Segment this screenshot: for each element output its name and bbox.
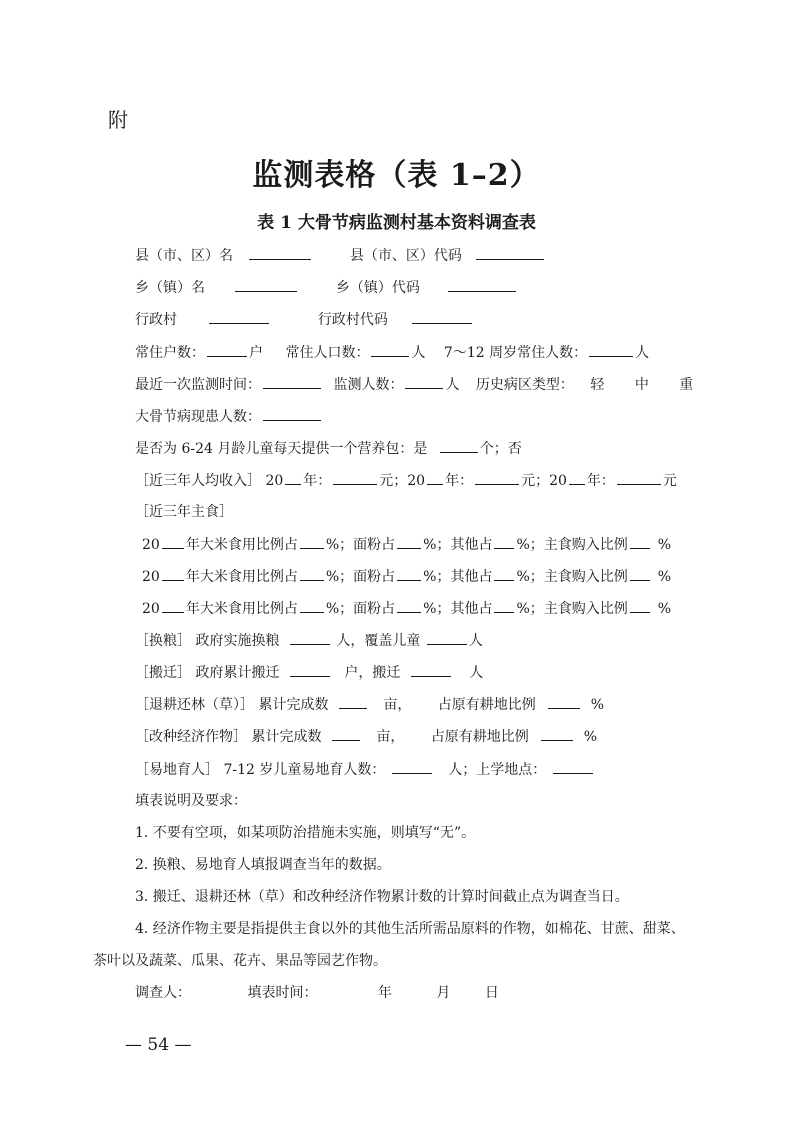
buy-label: %；主食购入比例	[516, 569, 628, 585]
rice-field[interactable]	[300, 565, 324, 581]
rice-label: 年大米食用比例占	[185, 569, 298, 585]
note-4: 4. 经济作物主要是指提供主食以外的其他生活所需品原料的作物，如棉花、甘蔗、甜菜、	[135, 921, 685, 937]
grain-cover-field[interactable]	[427, 629, 467, 645]
children-label: 7～12 周岁常住人数：	[443, 345, 588, 361]
buy-label: %；主食购入比例	[516, 601, 628, 617]
staple-row	[142, 597, 671, 618]
fill-time-label: 填表时间：	[247, 985, 318, 1001]
crop-ratio-unit: %	[583, 729, 598, 745]
history-type-label: 历史病区类型：	[475, 377, 574, 393]
note-3: 3. 搬迁、退耕还林（草）和改种经济作物累计数的计算时间截止点为调查当日。	[135, 889, 629, 905]
flour-field[interactable]	[397, 533, 421, 549]
patients-field[interactable]	[263, 405, 321, 421]
buy-field[interactable]	[630, 597, 650, 613]
crop-ratio-field[interactable]	[541, 725, 573, 741]
town-code-label: 乡（镇）代码	[335, 280, 420, 296]
population-field[interactable]	[371, 341, 409, 357]
population-label: 常住人口数：	[285, 345, 370, 361]
buy-unit: %	[657, 537, 672, 553]
other-label: %；其他占	[423, 569, 493, 585]
row-surveyor	[135, 982, 499, 1002]
income-year-3[interactable]	[569, 469, 585, 485]
grain-field[interactable]	[290, 629, 330, 645]
rice-label: 年大米食用比例占	[185, 601, 298, 617]
row-school	[135, 758, 595, 779]
last-time-label: 最近一次监测时间：	[135, 377, 261, 393]
population-unit: 人	[411, 345, 426, 361]
county-name-label: 县（市、区）名	[135, 248, 233, 264]
children-field[interactable]	[589, 341, 633, 357]
last-time-field[interactable]	[263, 373, 321, 389]
staple-year-prefix: 20	[142, 601, 160, 617]
town-name-field[interactable]	[235, 276, 297, 292]
other-field[interactable]	[494, 565, 514, 581]
school-field[interactable]	[392, 758, 432, 774]
village-code-label: 行政村代码	[317, 312, 388, 328]
day-label: 日	[484, 985, 499, 1001]
school-place-label: 人；上学地点：	[448, 762, 547, 778]
forest-label: ［退耕还林（草）］ 累计完成数	[135, 697, 329, 713]
row-town	[135, 276, 518, 297]
county-code-label: 县（市、区）代码	[349, 248, 462, 264]
county-name-field[interactable]	[249, 244, 311, 260]
monitor-count-unit: 人	[445, 377, 460, 393]
grain-cover-label: 人，覆盖儿童	[336, 633, 421, 649]
income-value-2[interactable]	[475, 469, 519, 485]
table-title: 表 1 大骨节病监测村基本资料调查表	[257, 213, 536, 233]
page-number: — 54 —	[125, 1035, 192, 1055]
nutrition-field[interactable]	[440, 437, 478, 453]
month-label: 月	[436, 985, 451, 1001]
children-unit: 人	[635, 345, 650, 361]
households-field[interactable]	[207, 341, 247, 357]
row-nutrition	[135, 437, 522, 458]
relocate-hu-field[interactable]	[290, 661, 330, 677]
income-sep-1: 元；20	[379, 473, 426, 489]
county-code-field[interactable]	[476, 244, 544, 260]
income-value-3[interactable]	[617, 469, 661, 485]
income-year-2[interactable]	[427, 469, 443, 485]
type-light[interactable]: 轻	[590, 377, 605, 393]
page-title: 监测表格（表 1–2）	[252, 158, 541, 193]
row-patients	[135, 405, 323, 426]
row-relocate	[135, 661, 483, 682]
note-2: 2. 换粮、易地育人填报调查当年的数据。	[135, 857, 391, 873]
crop-ratio-label: 占原有耕地比例	[430, 729, 529, 745]
note-1: 1. 不要有空项，如某项防治措施未实施，则填写“无”。	[135, 825, 476, 841]
row-grain	[135, 629, 483, 650]
row-income	[135, 469, 677, 490]
income-label: ［近三年人均收入］ 20	[135, 473, 284, 489]
buy-unit: %	[657, 601, 672, 617]
income-year-text: 年：	[445, 473, 474, 489]
buy-field[interactable]	[630, 565, 650, 581]
forest-ratio-label: 占原有耕地比例	[437, 697, 536, 713]
other-field[interactable]	[494, 533, 514, 549]
village-field[interactable]	[209, 308, 269, 324]
type-heavy[interactable]: 重	[679, 377, 694, 393]
grain-cover-unit: 人	[468, 633, 483, 649]
row-crop	[135, 725, 597, 746]
note-4-cont: 茶叶以及蔬菜、瓜果、花卉、果品等园艺作物。	[93, 953, 387, 969]
forest-ratio-unit: %	[590, 697, 605, 713]
rice-field[interactable]	[300, 533, 324, 549]
row-county	[135, 244, 546, 265]
relocate-unit: 人	[469, 665, 484, 681]
monitor-count-field[interactable]	[405, 373, 443, 389]
staple-year-prefix: 20	[142, 537, 160, 553]
year-label: 年	[377, 985, 392, 1001]
rice-label: 年大米食用比例占	[185, 537, 298, 553]
income-unit: 元	[662, 473, 677, 489]
income-year-text: 年：	[586, 473, 615, 489]
monitor-count-label: 监测人数：	[333, 377, 404, 393]
row-forest	[135, 693, 604, 714]
nutrition-no: 个；否	[479, 441, 522, 457]
flour-field[interactable]	[397, 597, 421, 613]
rice-field[interactable]	[300, 597, 324, 613]
row-village	[135, 308, 474, 329]
forest-unit: 亩，	[383, 697, 412, 713]
school-label: ［易地育人］ 7-12 岁儿童易地育人数：	[135, 762, 386, 778]
other-field[interactable]	[494, 597, 514, 613]
school-place-field[interactable]	[553, 758, 593, 774]
row-last-monitor	[135, 373, 693, 394]
staple-row	[142, 565, 671, 586]
staple-year-field[interactable]	[162, 597, 184, 613]
flour-label: %；面粉占	[325, 537, 396, 553]
households-label: 常住户数：	[135, 345, 205, 361]
town-code-field[interactable]	[448, 276, 516, 292]
crop-field[interactable]	[332, 725, 360, 741]
flour-field[interactable]	[397, 565, 421, 581]
other-label: %；其他占	[423, 537, 493, 553]
households-unit: 户	[249, 345, 263, 361]
buy-field[interactable]	[630, 533, 650, 549]
surveyor-label: 调查人：	[135, 985, 191, 1001]
relocate-label: ［搬迁］ 政府累计搬迁	[135, 665, 280, 681]
type-medium[interactable]: 中	[634, 377, 649, 393]
forest-ratio-field[interactable]	[548, 693, 580, 709]
relocate-people-field[interactable]	[411, 661, 451, 677]
income-year-1[interactable]	[285, 469, 301, 485]
flour-label: %；面粉占	[325, 569, 396, 585]
other-label: %；其他占	[423, 601, 493, 617]
staple-year-field[interactable]	[162, 565, 184, 581]
income-value-1[interactable]	[333, 469, 377, 485]
income-sep-2: 元；20	[521, 473, 567, 489]
buy-label: %；主食购入比例	[516, 537, 628, 553]
town-name-label: 乡（镇）名	[135, 280, 205, 296]
appendix-mark: 附	[108, 108, 128, 132]
income-year-text: 年：	[303, 473, 332, 489]
row-population	[135, 341, 649, 362]
staple-label: ［近三年主食］	[135, 504, 233, 520]
relocate-hu-label: 户，搬迁	[344, 665, 401, 681]
staple-year-field[interactable]	[162, 533, 184, 549]
village-label: 行政村	[135, 312, 177, 328]
staple-row	[142, 533, 671, 554]
forest-field[interactable]	[339, 693, 367, 709]
nutrition-label: 是否为 6-24 月龄儿童每天提供一个营养包：是	[135, 441, 428, 457]
grain-label: ［换粮］ 政府实施换粮	[135, 633, 280, 649]
village-code-field[interactable]	[412, 308, 472, 324]
buy-unit: %	[657, 569, 672, 585]
flour-label: %；面粉占	[325, 601, 396, 617]
notes-title: 填表说明及要求：	[135, 793, 247, 809]
patients-label: 大骨节病现患人数：	[135, 409, 261, 425]
crop-unit: 亩，	[376, 729, 405, 745]
crop-label: ［改种经济作物］ 累计完成数	[135, 729, 322, 745]
staple-year-prefix: 20	[142, 569, 160, 585]
